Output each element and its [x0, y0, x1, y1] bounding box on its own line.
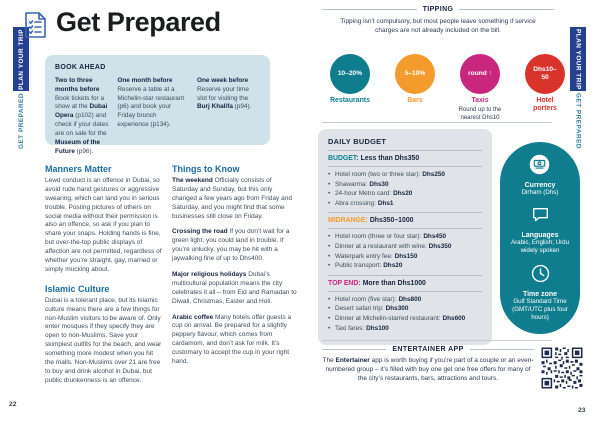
divider	[459, 9, 554, 10]
budget-section	[328, 212, 482, 274]
budget-item: • Dinner at a restaurant with wine: Dhs350	[328, 242, 482, 252]
sidebar-label: PLAN YOUR TRIP	[574, 28, 582, 90]
manners-heading: Manners Matter	[45, 164, 112, 174]
budget-item: • Shawarma: Dhs30	[328, 180, 482, 190]
manners-body: Lewd conduct is an offence in Dubai, so avoid rude hand gestures or aggressive swearing, which can land you in serious trouble. Posting pictures of others on social media without their permission is also an offence, so ask if you plan to share your snaps. Holding hands is fine, but over-the-top public displays of affection are not permitted, regardless of whether you’re straight, gay, married or simply mucking about.	[45, 177, 162, 273]
tipping-items-row	[318, 54, 580, 124]
divider	[322, 349, 386, 350]
book-ahead-panel	[45, 55, 270, 155]
daily-budget-panel	[318, 129, 492, 345]
tipping-item-taxis	[451, 54, 509, 123]
islamic-culture-heading: Islamic Culture	[45, 283, 110, 294]
divider	[322, 9, 417, 10]
speech-bubble-icon	[530, 204, 551, 225]
tip-label: Taxis	[471, 97, 489, 104]
tipping-tagline: Tipping isn’t compulsory, but most people leave something if service charges are not already included on the bill.	[340, 18, 536, 35]
page-title: Get Prepared	[56, 7, 221, 37]
tip-label: Hotel porters	[533, 97, 557, 112]
tip-circle: 5–10%	[395, 54, 435, 94]
divider	[322, 340, 552, 341]
checklist-document-icon	[24, 11, 47, 44]
book-ahead-column: One month before Reserve a table at a Michelin-star restaurant (p6) and book your Friday brunch experience (p134).	[117, 77, 185, 129]
divider	[322, 122, 552, 123]
cap-title: Currency	[524, 181, 556, 189]
tipping-item-hotel-porters	[516, 54, 574, 113]
banknotes-icon	[529, 154, 550, 175]
budget-item: • Waterpark entry fee: Dhs150	[328, 252, 482, 262]
book-ahead-column: One week before Reserve your time slot for visiting the Burj Khalifa (p94).	[197, 77, 252, 111]
things-entry: The weekend Officially consists of Saturday and Sunday, but this only changed a few years ago from Friday and Saturday, and you might find that some businesses still close on Friday.	[172, 177, 292, 220]
budget-section	[328, 151, 482, 212]
entertainer-header	[322, 346, 534, 353]
budget-item: • Hotel room (two or three star): Dhs250	[328, 170, 482, 180]
cap-title: Time zone	[522, 290, 558, 298]
entertainer-text: The Entertainer app is worth buying if you’re part of a couple or an even-numbered group – it’s filled with buy one get one free offers for many of the city’s restaurants, bars, attractions and tours.	[322, 357, 534, 383]
tipping-item-bars	[386, 54, 444, 105]
info-capsule	[500, 142, 580, 334]
time-zone-info	[506, 263, 574, 323]
things-entry: Arabic coffee Many hotels offer guests a cup on arrival. Be prepared for a slightly peppery flavour, which comes from cardamom, and don’t ask for milk. It’s customary to accept the cup in your right hand.	[172, 313, 292, 366]
tip-label: Restaurants	[330, 97, 370, 104]
things-to-know-column	[172, 164, 299, 374]
divider	[470, 349, 534, 350]
tip-circle: Dhs10–50	[525, 54, 565, 94]
budget-item: • Hotel room (five star): Dhs800	[328, 295, 482, 305]
things-entry: Crossing the road If you don’t wait for a green light, you could land in trouble. If you’re unlucky, you may be hit with a jaywalking fine of up to Dhs400.	[172, 228, 290, 263]
page-number-right: 23	[578, 407, 586, 414]
sidebar-left-get-prepared	[13, 93, 29, 155]
clock-icon	[530, 263, 551, 284]
cap-text: Gulf Standard Time (GMT/UTC plus four hours)	[512, 297, 568, 321]
things-entry: Major religious holidays Dubai’s multicultural population means the city celebrates it all – from Eid and Ramadan to Diwali, Christmas, Easter and Holi.	[172, 271, 297, 305]
cap-text: Arabic, English; Urdu widely spoken	[510, 239, 570, 255]
budget-item: • Abra crossing: Dhs1	[328, 199, 482, 209]
tipping-header	[322, 6, 554, 13]
tip-circle: round ↑	[460, 54, 500, 94]
page-number-left: 22	[9, 401, 17, 408]
budget-tier: BUDGET: Less than Dhs350	[328, 151, 482, 167]
tip-circle: 10–20%	[330, 54, 370, 94]
book-ahead-heading: BOOK AHEAD	[55, 64, 106, 71]
budget-item: • Dinner at Michelin-starred restaurant: Dhs600	[328, 314, 482, 324]
tipping-heading: TIPPING	[422, 6, 454, 13]
budget-tier: MIDRANGE: Dhs350–1000	[328, 212, 482, 229]
budget-section	[328, 275, 482, 337]
sidebar-label: PLAN YOUR TRIP	[17, 28, 25, 90]
budget-item: • Taxi fares: Dhs100	[328, 324, 482, 334]
tipping-item-restaurants	[321, 54, 379, 105]
currency-info	[522, 154, 559, 197]
things-to-know-heading: Things to Know	[172, 164, 240, 174]
tip-label: Bars	[407, 97, 423, 104]
budget-item: • 24-hour Metro card: Dhs20	[328, 189, 482, 199]
qr-code	[540, 346, 584, 395]
daily-budget-heading: DAILY BUDGET	[328, 137, 482, 151]
languages-info	[506, 204, 574, 255]
budget-tier: TOP END: More than Dhs1000	[328, 275, 482, 292]
budget-item: • Hotel room (three or four star): Dhs450	[328, 232, 482, 242]
cap-text: Dirham (Dhs)	[521, 188, 559, 196]
manners-column	[45, 164, 163, 393]
budget-item: • Desert safari trip: Dhs300	[328, 304, 482, 314]
tip-note: Round up to the nearest Dhs10	[458, 106, 502, 121]
sidebar-label: GET PREPARED	[17, 93, 25, 149]
sidebar-label: GET PREPARED	[574, 93, 582, 149]
budget-item: • Public transport: Dhs20	[328, 261, 482, 271]
cap-title: Languages	[521, 232, 559, 240]
book-ahead-column: Two to three months before Book tickets for a show at the Dubai Opera (p102) and check if your dates are on sale for the Museum of the Future (p96).	[55, 77, 109, 155]
entertainer-heading: ENTERTAINER APP	[392, 346, 464, 353]
islamic-culture-body: Dubai is a tolerant place, but its Islamic culture means there are a few things for non-Muslim visitors to be aware of. Only enter mosques if they specify they are open to non-Muslims. Save your skimpiest outfits for the beach, and wear something more modest when you hit the malls. Non-Muslims over 21 are free to buy and drink alcohol in Dubai, but public drunkenness is an offence.	[45, 296, 162, 384]
